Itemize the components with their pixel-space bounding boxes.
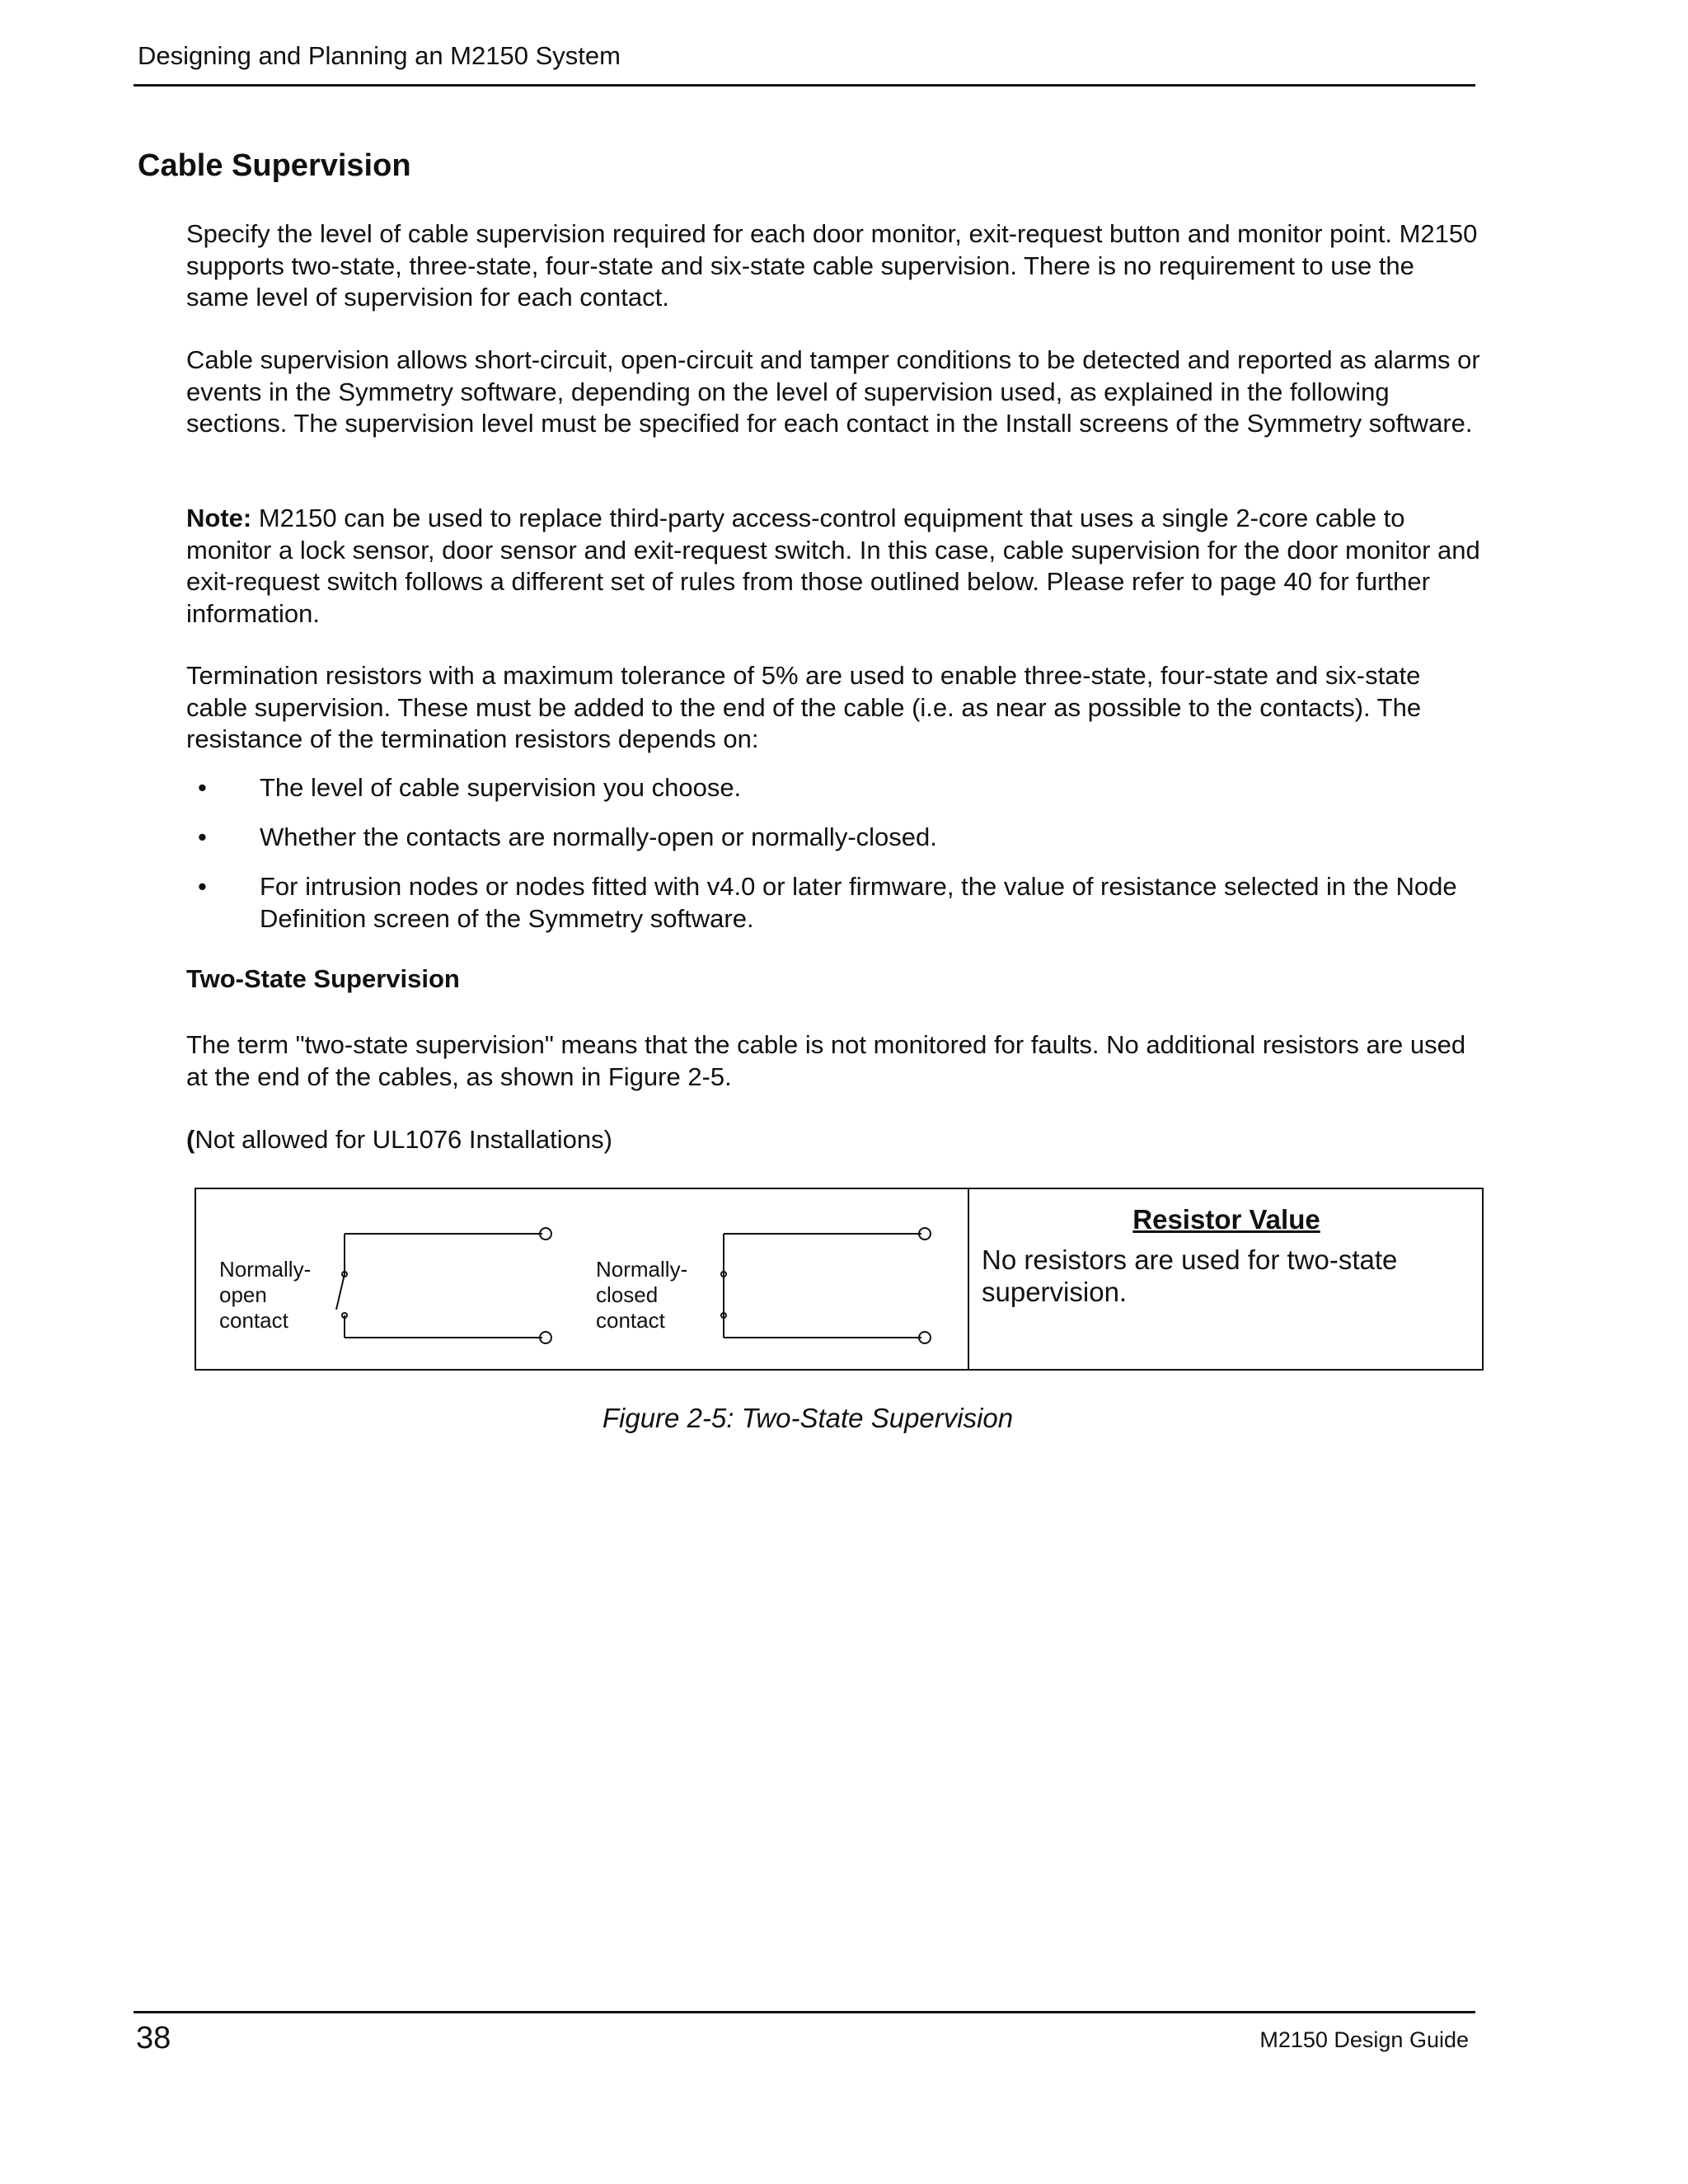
no-switch-arm	[336, 1274, 345, 1310]
figure-caption: Figure 2-5: Two-State Supervision	[602, 1403, 1014, 1433]
wiring-diagram	[196, 1189, 968, 1371]
normally-closed-label: Normally- closed contact	[596, 1257, 688, 1333]
guide-name: M2150 Design Guide	[1259, 2027, 1469, 2052]
bullet-dot: •	[198, 823, 207, 851]
resistor-value-text: No resistors are used for two-state supervision.	[982, 1244, 1398, 1307]
bullet-text: For intrusion nodes or nodes fitted with v4.0 or later firmware, the value of resistance selected in the Node Definition screen of the Symmetry software.	[260, 872, 1457, 933]
resistor-value-heading: Resistor Value	[1132, 1204, 1320, 1235]
subsection-title: Two-State Supervision	[186, 964, 460, 993]
section-title: Cable Supervision	[138, 148, 411, 183]
note-label: Note:	[186, 504, 252, 532]
ul-note-text: Not allowed for UL1076 Installations)	[195, 1125, 612, 1154]
header-rule	[134, 84, 1475, 87]
ul-note-paren: (	[186, 1125, 195, 1154]
paragraph-levels: Specify the level of cable supervision required for each door monitor, exit-request button and monitor point. M2150 supports two-state, three-state, four-state and six-state cable supervision. There is no requirement to use the same level of supervision for each contact.	[186, 219, 1478, 312]
bullet-dot: •	[198, 773, 207, 802]
paragraph-two-state: The term "two-state supervision" means that the cable is not monitored for faults. No additional resistors are used at the end of the cables, as shown in Figure 2-5.	[186, 1030, 1466, 1091]
bullet-dot: •	[198, 872, 207, 901]
bullet-text: The level of cable supervision you choose.	[260, 773, 742, 802]
paragraph-note	[186, 503, 1480, 630]
page-number: 38	[136, 2021, 171, 2055]
bullet-text: Whether the contacts are normally-open or normally-closed.	[260, 823, 937, 851]
paragraph-conditions: Cable supervision allows short-circuit, open-circuit and tamper conditions to be detected and reported as alarms or events in the Symmetry software, depending on the level of supervision used, as explained in the following sections. The supervision level must be specified for each contact in the Install screens of the Symmetry software.	[186, 345, 1480, 438]
footer-rule	[134, 2011, 1475, 2013]
running-header: Designing and Planning an M2150 System	[138, 41, 621, 70]
figure-box	[195, 1188, 1484, 1371]
note-text: M2150 can be used to replace third-party access-control equipment that uses a single 2-core cable to monitor a lock sensor, door sensor and exit-request switch. In this case, cable supervision for the door monitor and exit-request switch follows a different set of rules from those outlined below. Please refer to page 40 for further information.	[186, 504, 1480, 628]
ul-note	[186, 1124, 1480, 1156]
paragraph-termination: Termination resistors with a maximum tolerance of 5% are used to enable three-state, four-state and six-state cable supervision. These must be added to the end of the cable (i.e. as near as possible to the contacts). The resistance of the termination resistors depends on:	[186, 661, 1422, 753]
normally-open-label: Normally- open contact	[219, 1257, 312, 1333]
